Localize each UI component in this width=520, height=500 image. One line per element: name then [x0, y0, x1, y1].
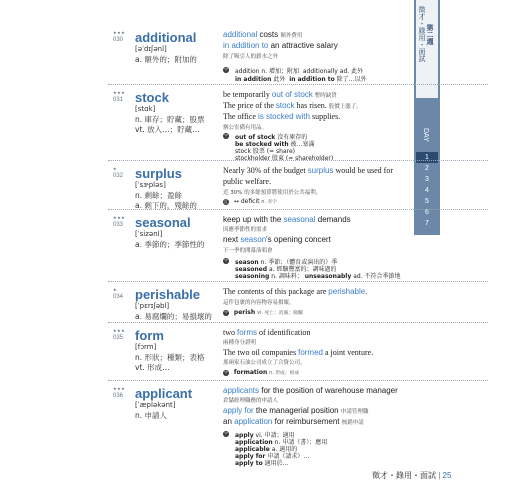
related-icon: 字 — [224, 309, 228, 315]
example-zh: 近 30% 的多餘預算將使用於公共福利。 — [223, 190, 322, 196]
example-en: public welfare. — [223, 177, 271, 186]
related-icon: 字 — [224, 132, 228, 138]
importance-stars: ★ — [113, 287, 118, 292]
headword: surplus — [135, 166, 182, 181]
related-words — [223, 430, 232, 437]
example-en: Nearly 30% of the budget surplus would be used for — [223, 166, 393, 175]
entry-additional: ★★★ 030 additional [əˈdɪʃənl] a. 額外的；附加的 additional costs 額外費用 in addition to an attractive salary 除了吸引人的薪水之外 字 addition n. 增加；附加 additionally ad. 此外 in addition 此外 in addition to 除了…以外 — [113, 30, 367, 83]
day-label: DAY — [422, 128, 429, 142]
example-en: two forms of identification — [223, 328, 311, 337]
entry-divider — [108, 84, 488, 85]
related-icon: 字 — [224, 369, 228, 375]
example-en: applicants for the position of warehouse manager — [223, 386, 398, 395]
example-en: keep up with the seasonal demands — [223, 215, 351, 224]
day-item-3[interactable]: 3 — [425, 176, 429, 183]
entry-stock: ★★★ 031 stock [stɑk] n. 庫存；貯藏；股票 vt. 放入…；貯藏… be temporarily out of stock 暫時缺貨 The price of the stock has risen. 股價上漲了。 The office is stocked with supplies. 辦公室備有用品。 字 out of stock 沒有庫存的 be stocked with 被…塞滿 stock 股票 (= share) stockholder 股東 (= shareholder) — [113, 90, 362, 162]
headword: additional — [135, 30, 197, 45]
related-words — [223, 132, 232, 139]
example-en: The office is stocked with supplies. — [223, 112, 341, 121]
definition: vt. 放入…；貯藏… — [135, 125, 200, 134]
definition: a. 額外的；附加的 — [135, 55, 197, 64]
phonetic: [əˈdɪʃənl] — [135, 45, 167, 53]
entry-divider — [108, 209, 488, 210]
phonetic: [fɔrm] — [135, 343, 157, 351]
entry-divider — [108, 380, 488, 381]
page-number: 25 — [442, 471, 452, 480]
definition: n. 剩餘；盈餘 — [135, 191, 183, 200]
headword: form — [135, 328, 164, 343]
entry-number: 032 — [113, 173, 124, 179]
definition: n. 形狀；種類；表格 — [135, 353, 205, 362]
importance-stars: ★ — [113, 166, 118, 171]
importance-stars: ★★★ — [113, 386, 126, 391]
importance-stars: ★★★ — [113, 215, 126, 220]
entry-seasonal: ★★★ 033 seasonal [ˈsizənl] a. 季節的；季節性的 keep up with the seasonal demands 因應季節性的需求 next season's opening concert 下一季的開幕演唱會 字 season n. 季節；（體育或演出的）季 seasoned a. 經驗豐富的；調味過的 seasoning n. 調味料； unseasonably ad. 不符合季節地 — [113, 215, 401, 280]
phonetic: [ˈsizənl] — [135, 230, 163, 238]
example-en: The two oil companies formed a joint venture. — [223, 348, 374, 357]
entry-number: 030 — [113, 37, 124, 43]
example-en: The price of the stock has risen. 股價上漲了。 — [223, 101, 362, 110]
antonym-icon: 反 — [224, 198, 228, 204]
importance-stars: ★★★ — [113, 30, 126, 35]
related-words: 字 formation n. 形成；組成 — [224, 369, 300, 376]
day-item-1[interactable]: 1 — [416, 152, 438, 163]
entry-applicant: ★★★ 036 applicant [ˈæpləkənt] n. 申請人 applicants for the position of warehouse manager 倉儲經理職務的申請人 apply for the managerial position 申請管理職 an application for reimbursement 核銷申請 字 apply vi. 申請；適用 application n. 申請（書）；應用 applicable a. 適用的 apply for 申請（請求）… apply to 適用於… — [113, 386, 398, 467]
footer-chapter: 徵才・錄用・面試 — [372, 471, 436, 480]
entry-number: 033 — [113, 222, 124, 228]
importance-stars: ★★★ — [113, 90, 126, 95]
day-item-2[interactable]: 2 — [425, 165, 429, 172]
headword: applicant — [135, 386, 193, 401]
example-en: apply for the managerial position 申請管理職 — [223, 406, 369, 415]
entry-number: 035 — [113, 335, 124, 341]
entry-surplus — [108, 164, 488, 208]
entry-form — [108, 326, 488, 374]
entry-divider — [108, 281, 488, 282]
headword: perishable — [135, 287, 201, 302]
definition: n. 申請人 — [135, 411, 168, 420]
example-en: The contents of this package are perishable. — [223, 287, 368, 296]
example-en: in addition to an attractive salary — [223, 41, 338, 50]
example-zh: 辦公室備有用品。 — [223, 125, 268, 131]
entry-divider — [108, 322, 488, 323]
example-zh: 倉儲經理職務的申請人 — [223, 398, 279, 404]
example-en: an application for reimbursement 核銷申請 — [223, 417, 364, 426]
example-zh: 兩種身分證明 — [223, 340, 257, 346]
day-item-4[interactable]: 4 — [425, 187, 429, 194]
headword: seasonal — [135, 215, 191, 230]
definition: a. 剩下的，殘餘的 — [135, 201, 197, 210]
example-zh: 下一季的開幕演唱會 — [223, 248, 273, 254]
headword: stock — [135, 90, 169, 105]
day-item-5[interactable]: 5 — [425, 198, 429, 205]
example-en: be temporarily out of stock 暫時缺貨 — [223, 90, 337, 99]
chapter-label: 第二週 — [426, 23, 433, 45]
entry-number: 031 — [113, 97, 124, 103]
phonetic: [ˈpɛrɪʃəbl] — [135, 302, 170, 310]
related-icon: 字 — [224, 430, 228, 436]
related-words: 字 perish vi. 死亡；消滅；腐爛 — [224, 309, 303, 316]
definition: a. 季節的；季節性的 — [135, 240, 205, 249]
related-words: 反 ↔ deficit n. 赤字 — [224, 198, 278, 205]
definition: n. 庫存；貯藏；股票 — [135, 115, 205, 124]
chapter-title: 徵才・錄用・面試 — [418, 6, 425, 62]
related-words — [223, 66, 232, 73]
footer-separator: | — [438, 471, 441, 480]
importance-stars: ★★★ — [113, 328, 126, 333]
definition: vt. 形成… — [135, 363, 170, 372]
example-en: additional costs 額外費用 — [223, 30, 303, 39]
related-icon: 字 — [224, 66, 228, 72]
entry-number: 034 — [113, 294, 124, 300]
day-item-7[interactable]: 7 — [425, 220, 429, 227]
day-item-6[interactable]: 6 — [425, 209, 429, 216]
related-words — [223, 257, 232, 264]
entry-perishable — [108, 285, 488, 321]
example-zh: 那兩家石油公司成立了合資公司。 — [223, 360, 306, 366]
phonetic: [ˈæpləkənt] — [135, 401, 176, 409]
entry-divider — [108, 160, 488, 161]
phonetic: [ˈsɝpləs] — [135, 181, 166, 189]
related-icon: 字 — [224, 257, 228, 263]
example-zh: 這件包裹的內容物容易損壞。 — [223, 300, 295, 306]
example-zh: 除了吸引人的薪水之外 — [223, 54, 279, 60]
phonetic: [stɑk] — [135, 105, 156, 113]
definition: a. 易腐爛的；易損壞的 — [135, 312, 212, 321]
entry-number: 036 — [113, 393, 124, 399]
page-footer — [372, 470, 451, 481]
example-zh: 因應季節性的需求 — [223, 227, 268, 233]
example-en: next season's opening concert — [223, 235, 331, 244]
